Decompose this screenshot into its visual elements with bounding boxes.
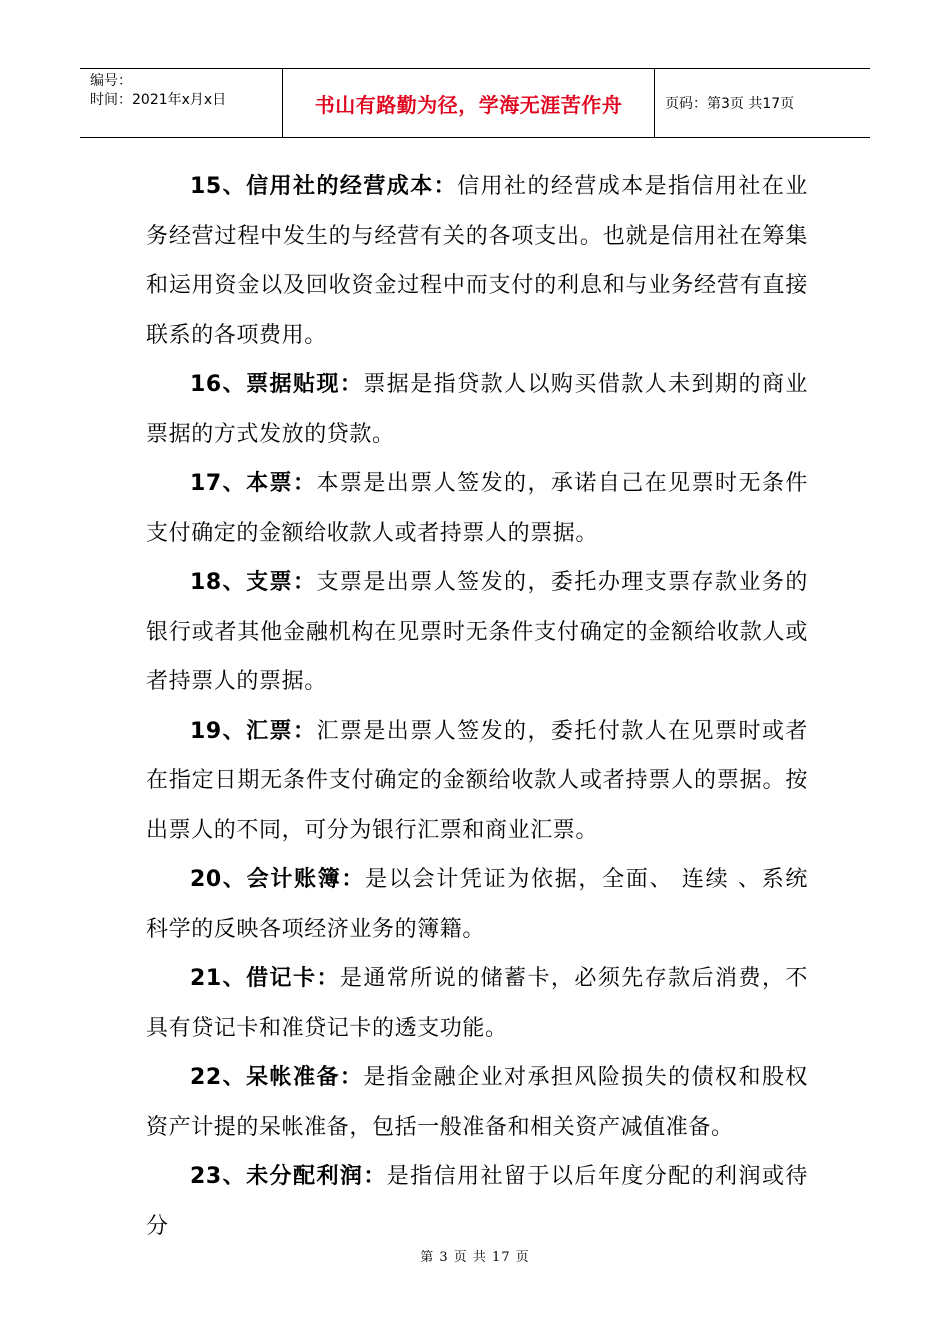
- definition-text: 本票是出票人签发的，承诺自己在见票时无条件支付确定的金额给收款人或者持票人的票据。: [146, 471, 808, 546]
- page-footer: 第 3 页 共 17 页: [420, 1250, 530, 1265]
- definition-term: 20、会计账簿：: [190, 867, 366, 892]
- page-info: 页码：第3页 共17页: [665, 96, 795, 112]
- definition-text: 是指金融企业对承担风险损失的债权和股权资产计提的呆帐准备，包括一般准备和相关资产减值准备。: [146, 1065, 808, 1140]
- definition-term: 17、本票：: [190, 471, 317, 496]
- definition-paragraph: [146, 707, 808, 856]
- definition-text: 是指信用社留于以后年度分配的利润或待分: [146, 1164, 808, 1239]
- definition-term: 16、票据贴现：: [190, 372, 364, 397]
- document-body: [146, 162, 808, 1251]
- definition-text: 汇票是出票人签发的，委托付款人在见票时或者在指定日期无条件支付确定的金额给收款人或者持票人的票据。按出票人的不同，可分为银行汇票和商业汇票。: [146, 718, 808, 843]
- number-label: 编号：: [90, 73, 132, 89]
- definition-paragraph: [146, 459, 808, 558]
- definition-paragraph: [146, 855, 808, 954]
- definition-paragraph: [146, 558, 808, 707]
- definition-text: 是通常所说的储蓄卡，必须先存款后消费，不具有贷记卡和准贷记卡的透支功能。: [146, 966, 808, 1041]
- time-label: 时间：2021年x月x日: [90, 92, 227, 108]
- document-header: [80, 68, 870, 138]
- definition-term: 23、未分配利润：: [190, 1164, 387, 1189]
- definition-term: 15、信用社的经营成本：: [190, 174, 458, 199]
- definition-term: 18、支票：: [190, 570, 317, 595]
- definition-paragraph: [146, 360, 808, 459]
- definition-paragraph: [146, 954, 808, 1053]
- header-meta-cell: [80, 69, 283, 137]
- definition-text: 是以会计凭证为依据，全面、 连续 、系统 科学的反映各项经济业务的簿籍。: [146, 867, 808, 942]
- motto-text: 书山有路勤为径，学海无涯苦作舟: [314, 92, 623, 117]
- definition-paragraph: [146, 1152, 808, 1251]
- header-motto-cell: [283, 69, 655, 137]
- definition-paragraph: [146, 162, 808, 360]
- definition-term: 19、汇票：: [190, 718, 317, 744]
- header-page-cell: [655, 69, 870, 137]
- definition-text: 信用社的经营成本是指信用社在业务经营过程中发生的与经营有关的各项支出。也就是信用社在筹集和运用资金以及回收资金过程中而支付的利息和与业务经营有直接联系的各项费用。: [146, 174, 808, 348]
- definition-paragraph: [146, 1053, 808, 1152]
- definition-text: 支票是出票人签发的，委托办理支票存款业务的银行或者其他金融机构在见票时无条件支付确定的金额给收款人或者持票人的票据。: [146, 570, 808, 694]
- definition-text: 票据是指贷款人以购买借款人未到期的商业票据的方式发放的贷款。: [146, 372, 808, 447]
- definition-term: 22、呆帐准备：: [190, 1065, 364, 1090]
- definition-term: 21、借记卡：: [190, 966, 340, 991]
